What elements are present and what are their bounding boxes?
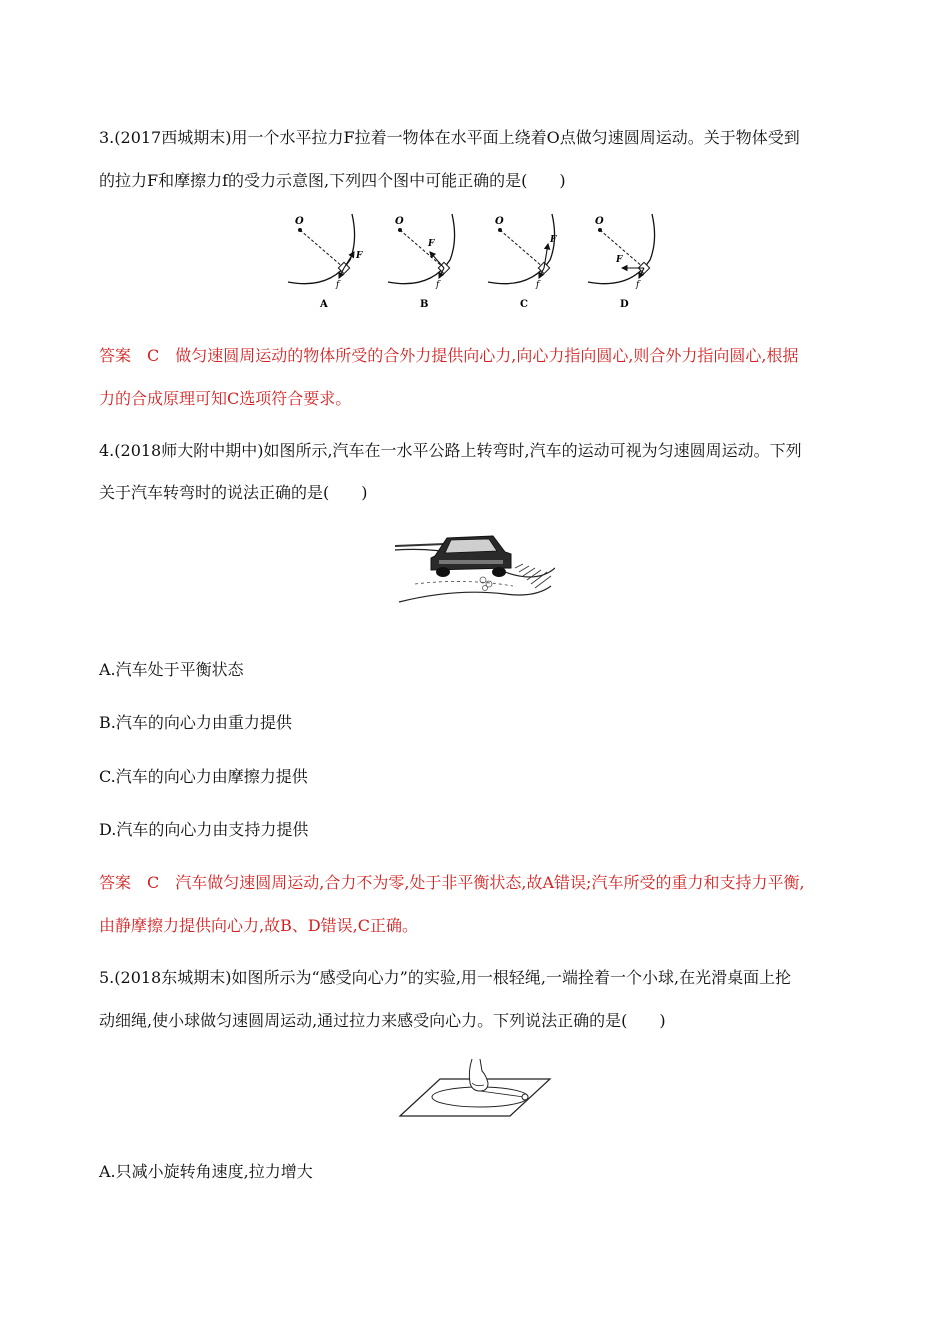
q3-force-diagrams [280,210,680,315]
panel-b-label: B [420,299,429,310]
q5-stem-line-1: 5.(2018东城期末)如图所示为“感受向心力”的实验,用一根轻绳,一端拴着一个小球,在光滑桌面上抡 [99,968,792,987]
friction-f-label: f [436,280,440,290]
panel-d [588,214,655,310]
panel-a-label: A [320,299,328,310]
friction-f-label: f [636,280,640,290]
car-turning-illustration [395,528,555,608]
q4-option-c: C.汽车的向心力由摩擦力提供 [99,767,308,786]
center-o-label: O [595,216,604,227]
force-f-label: F [550,235,557,245]
q5-stem-line-2: 动细绳,使小球做匀速圆周运动,通过拉力来感受向心力。下列说法正确的是( ) [99,1011,666,1030]
q5-option-a: A.只减小旋转角速度,拉力增大 [99,1162,313,1181]
force-f-label: F [356,251,363,261]
q3-answer-line-2: 力的合成原理可知C选项符合要求。 [99,389,352,408]
q4-stem-line-1: 4.(2018师大附中期中)如图所示,汽车在一水平公路上转弯时,汽车的运动可视为匀速圆周运动。下列 [99,441,802,460]
q4-option-a: A.汽车处于平衡状态 [99,660,244,679]
q4-answer-line-1: 答案 C 汽车做匀速圆周运动,合力不为零,处于非平衡状态,故A错误;汽车所受的重力和支持力平衡, [99,873,805,892]
q4-option-d: D.汽车的向心力由支持力提供 [99,820,309,839]
friction-f-label: f [336,280,340,290]
panel-c-label: C [520,299,528,310]
centripetal-force-experiment-illustration [398,1057,552,1119]
force-f-label: F [428,239,435,249]
panel-d-label: D [620,299,629,310]
q4-stem-line-2: 关于汽车转弯时的说法正确的是( ) [99,483,368,502]
panel-c [488,214,557,310]
center-o-label: O [295,216,304,227]
q3-stem-line-2: 的拉力F和摩擦力f的受力示意图,下列四个图中可能正确的是( ) [99,171,566,190]
q3-stem-line-1: 3.(2017西城期末)用一个水平拉力F拉着一物体在水平面上绕着O点做匀速圆周运动。关于物体受到 [99,128,800,147]
center-o-label: O [395,216,404,227]
q3-answer-line-1: 答案 C 做匀速圆周运动的物体所受的合外力提供向心力,向心力指向圆心,则合外力指向圆心,根据 [99,346,799,365]
q4-answer-line-2: 由静摩擦力提供向心力,故B、D错误,C正确。 [99,916,419,935]
friction-f-label: f [536,280,540,290]
panel-b [388,214,455,310]
q4-option-b: B.汽车的向心力由重力提供 [99,713,292,732]
force-f-label: F [616,255,623,265]
panel-a [288,214,363,310]
center-o-label: O [495,216,504,227]
